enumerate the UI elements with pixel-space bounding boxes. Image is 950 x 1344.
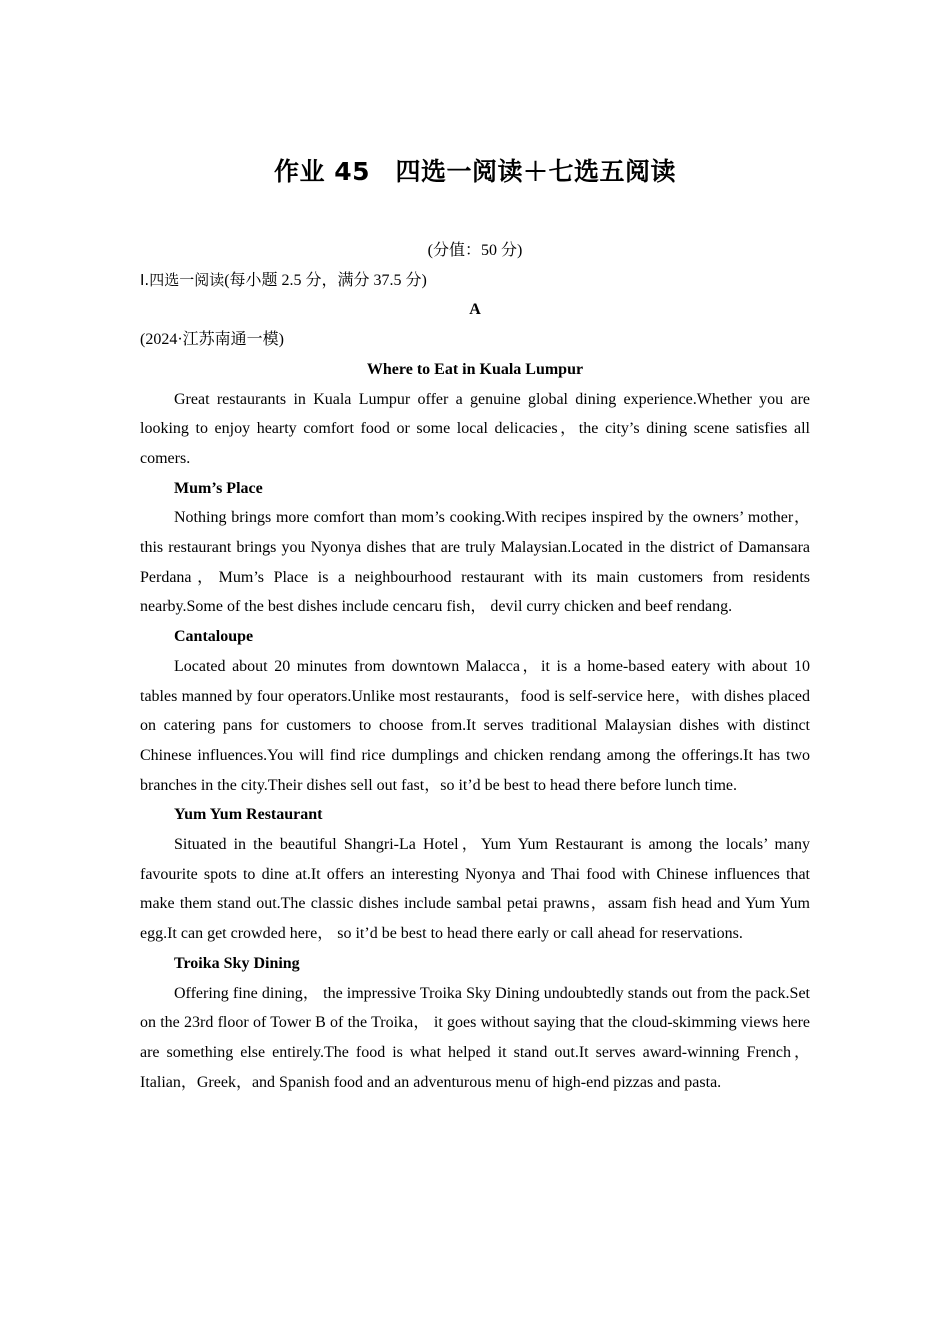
source-note: (2024·江苏南通一模) xyxy=(140,331,284,349)
restaurant-description: Nothing brings more comfort than mom’s cooking.With recipes inspired by the owners’ mother，this restaurant brings you Nyonya dishes that are truly Malaysian.Located in the district of Damansara Perdana，Mum’s Place is a neighbourhood restaurant with its main customers from residents nearby.Some of the best dishes include cencaru fish， devil curry chicken and beef rendang. xyxy=(140,509,811,616)
score-note: (分值：50 分) xyxy=(427,242,523,259)
section-label: Ⅰ.四选一阅读 xyxy=(140,270,225,289)
restaurant-description: Offering fine dining， the impressive Troika Sky Dining undoubtedly stands out from the pack.Set on the 23rd floor of Tower B of the Troika， it goes without saying that the cloud-skimming views here are something else entirely.The food is what helped it stand out.It serves award-winning French，Italian，Greek，and Spanish food and an adventurous menu of high-end pizzas and pasta. xyxy=(140,984,810,1091)
section-note: (每小题 2.5 分，满分 37.5 分) xyxy=(224,271,427,289)
page-title: 作业 45 四选一阅读＋七选五阅读 xyxy=(274,157,676,186)
section-heading xyxy=(140,266,810,296)
restaurant-description: Situated in the beautiful Shangri-La Hotel，Yum Yum Restaurant is among the locals’ many favourite spots to dine at.It offers an interesting Nyonya and Thai food with Chinese influences that make them stand out.The classic dishes include sambal petai prawns，assam fish head and Yum Yum egg.It can get crowded here， so it’d be best to head there early or call ahead for reservations. xyxy=(140,836,811,943)
article-intro: Great restaurants in Kuala Lumpur offer a genuine global dining experience.Whether you are looking to enjoy hearty comfort food or some local delicacies，the city’s dining scene satisfies all comers. xyxy=(140,390,810,467)
article-title: Where to Eat in Kuala Lumpur xyxy=(366,360,584,378)
restaurant-heading: Yum Yum Restaurant xyxy=(174,806,323,824)
restaurant-heading: Mum’s Place xyxy=(174,479,263,497)
restaurant-heading: Troika Sky Dining xyxy=(174,954,300,972)
document-body xyxy=(140,236,810,1097)
restaurant-heading: Cantaloupe xyxy=(174,628,254,646)
restaurant-description: Located about 20 minutes from downtown Malacca，it is a home-based eatery with about 10 tables manned by four operators.Unlike most restaurants，food is self-service here，with dishes placed on catering pans for customers to choose from.It serves traditional Malaysian dishes with distinct Chinese influences.You will find rice dumplings and chicken rendang among the offerings.It has two branches in the city.Their dishes sell out fast，so it’d be best to head there before lunch time. xyxy=(140,657,810,794)
part-label: A xyxy=(469,301,481,319)
